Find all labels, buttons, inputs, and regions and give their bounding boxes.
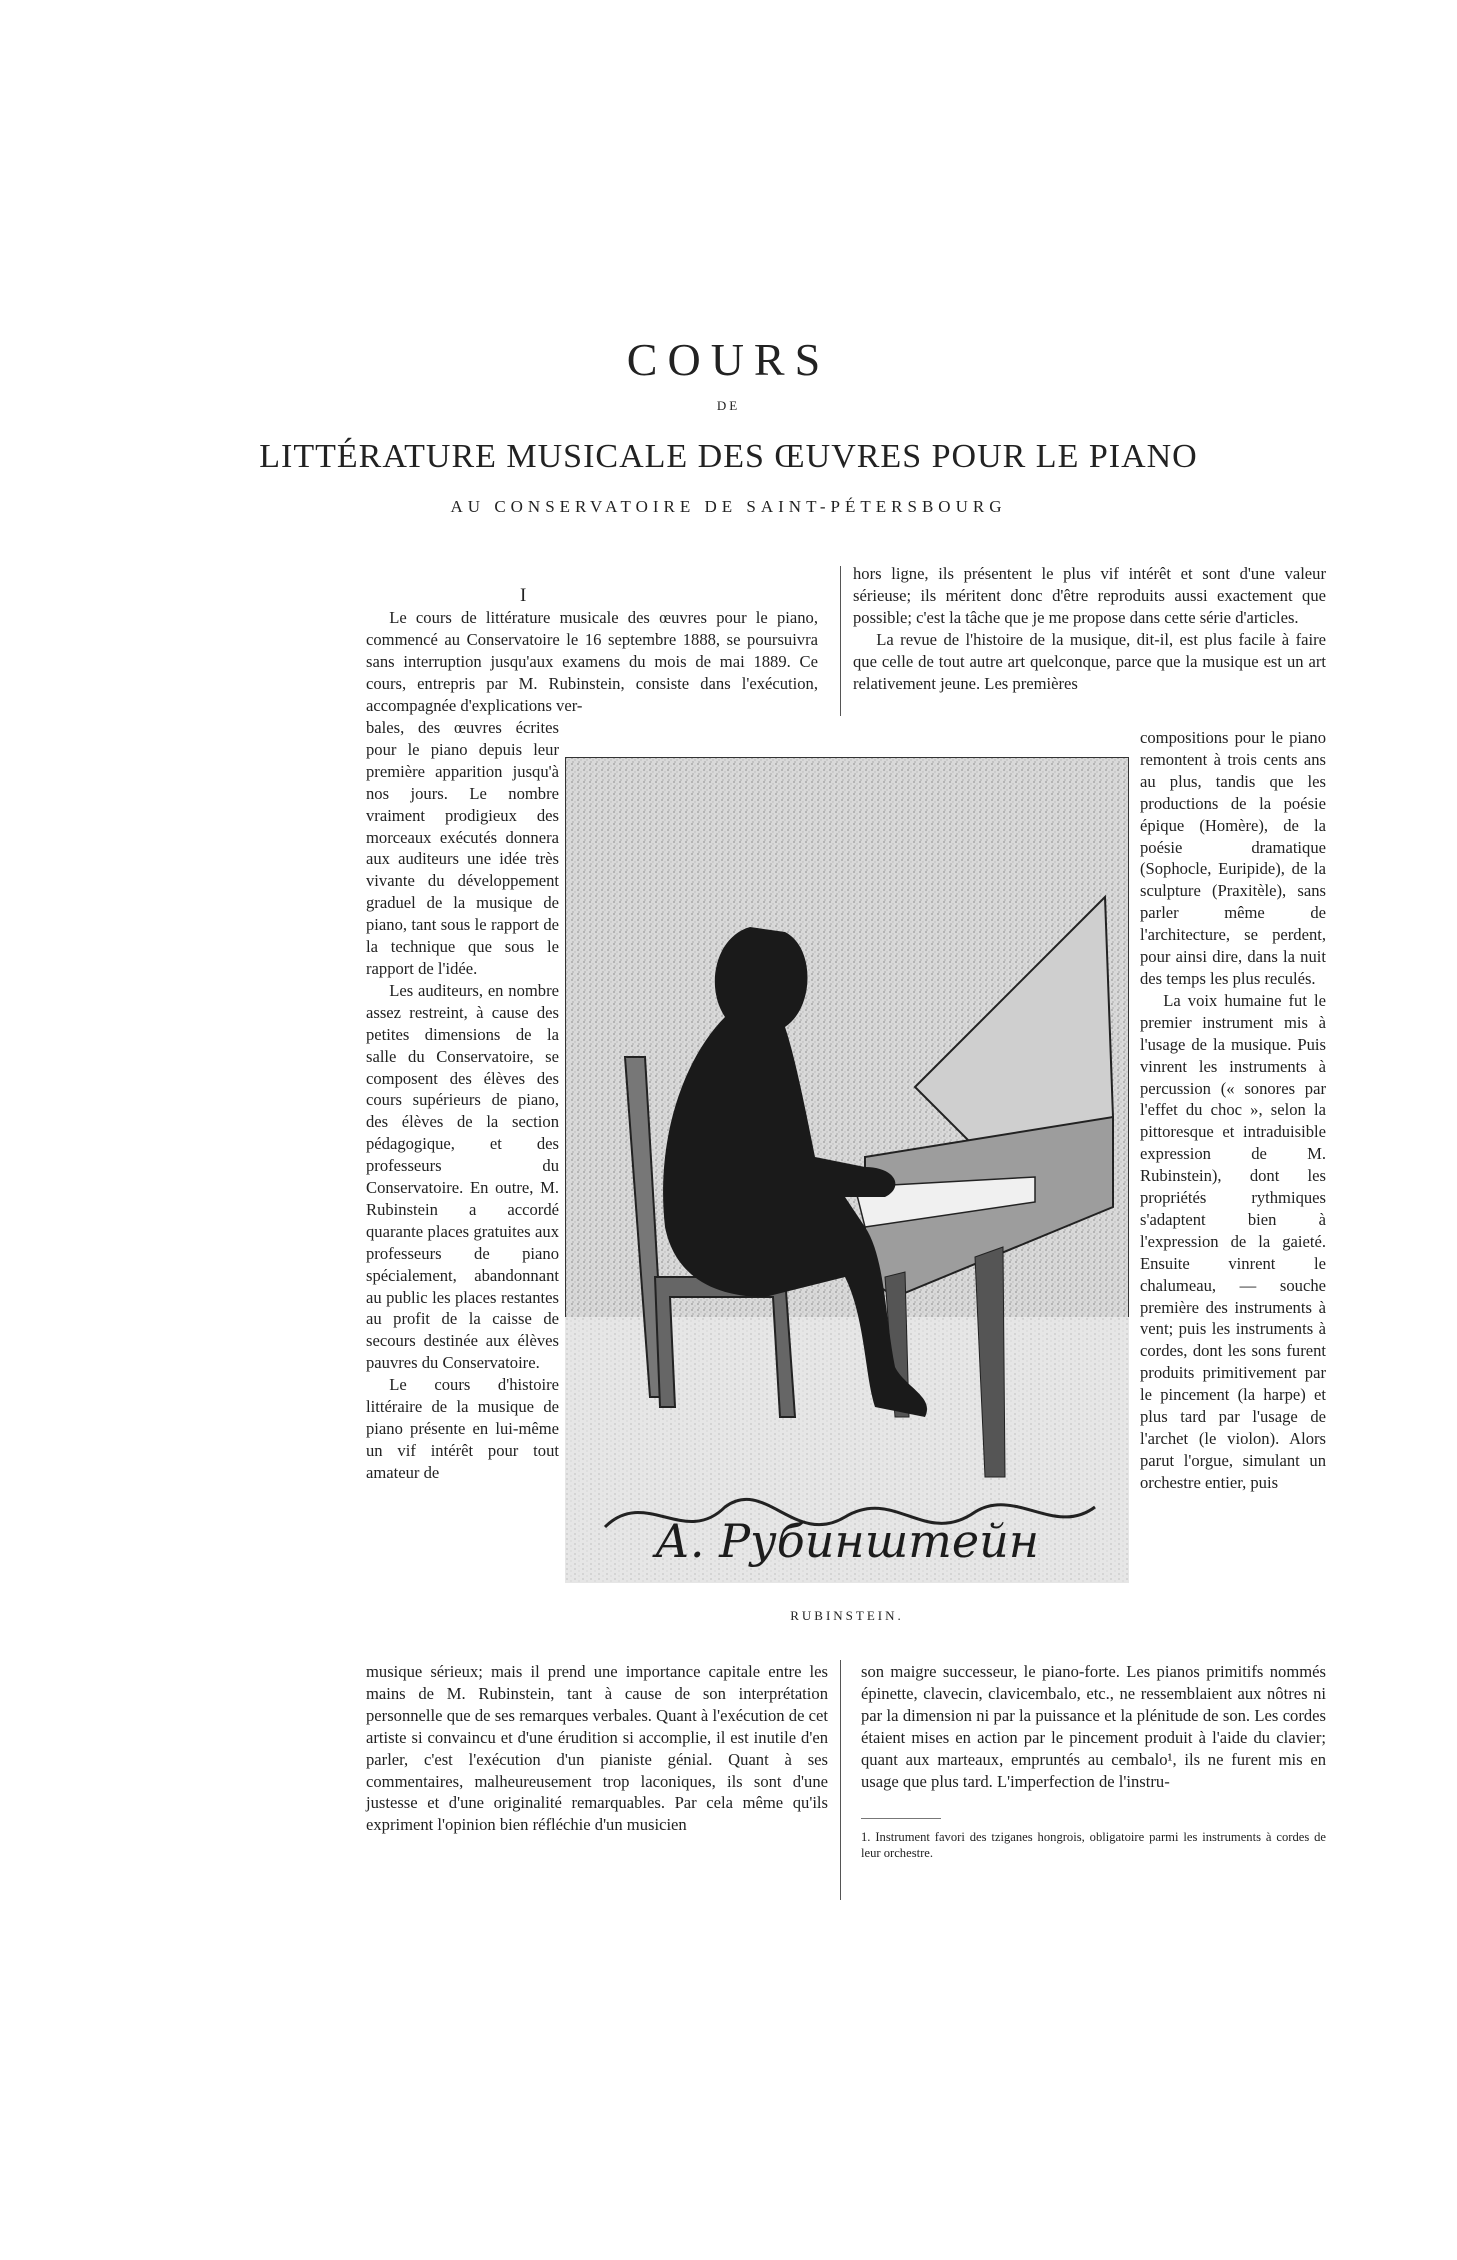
footnote-divider [861,1818,941,1819]
column-divider [840,566,841,716]
right-column-side [1140,727,1326,1494]
page-title: COURS [626,334,831,385]
paragraph: Les auditeurs, en nombre assez restreint, à cause des petites dimensions de la salle du Conservatoire, se composent des élèves des cours supérieurs de piano, des élèves de la section pédagogique, et des professeurs du Conservatoire. En outre, M. Rubinstein a accordé quarante places gratuites aux professeurs de piano spécialement, abandonnant au public les places restantes au profit de la caisse de secours destinée aux élèves pauvres du Conservatoire. [366,980,559,1373]
left-column-side [366,717,559,1484]
paragraph: son maigre successeur, le piano-forte. Les pianos primitifs nommés épinette, clavecin, clavicembalo, etc., ne ressemblaient aux nôtres ni par la dimension ni par la puissance et la plénitude de son. Les cordes étaient mises en action par le pincement produit à l'aide du clavier; quant aux marteaux, empruntés au cembalo¹, ils ne furent mis en usage que plus tard. L'imperfection de l'instru- [861,1662,1326,1791]
rubinstein-portrait-illustration [565,757,1129,1583]
paragraph: compositions pour le piano remontent à trois cents ans au plus, tandis que les productions de la poésie épique (Homère), de la poésie dramatique (Sophocle, Euripide), de la sculpture (Praxitèle), sans parler même de l'architecture, se perdent, pour ainsi dire, dans la nuit des temps les plus reculés. [1140,728,1326,988]
column-divider [840,1660,841,1900]
paragraph: Le cours d'histoire littéraire de la musique de piano présente en lui-même un vif intérêt pour tout amateur de [366,1375,559,1482]
paragraph: musique sérieux; mais il prend une importance capitale entre les mains de M. Rubinstein, tant à cause de son interprétation personnelle que de ses remarques verbales. Quant à l'exécution de cet artiste si convaincu et d'une érudition si accomplie, il est inutile d'en parler, c'est l'exécution d'un pianiste génial. Quant à ses commentaires, malheureusement trop laconiques, ils sont d'une justesse et d'une originalité remarquables. Par cela même qu'ils expriment l'opinion bien réfléchie d'un musicien [366,1662,828,1835]
footnote: 1. Instrument favori des tziganes hongrois, obligatoire parmi les instruments à cordes de leur orchestre. [861,1830,1326,1860]
section-number: I [520,585,527,606]
right-column-top [853,563,1326,694]
paragraph: La voix humaine fut le premier instrument mis à l'usage de la musique. Puis vinrent les instruments à percussion (« sonores par l'effet du choc », selon la pittoresque et intraduisible expression de M. Rubinstein), dont les propriétés rythmiques s'adaptent bien à l'expression de la gaieté. Ensuite vinrent le chalumeau, — souche première des instruments à vent; puis les instruments à cordes, dont les sons furent produits primitivement par le pincement (la harpe) et plus tard par l'usage de l'archet (le violon). Alors parut l'orgue, simulant un orchestre entier, puis [1140,990,1326,1492]
paragraph: bales, des œuvres écrites pour le piano depuis leur première apparition jusqu'à nos jours. Le nombre vraiment prodigieux des morceaux exécutés donnera aux auditeurs une idée très vivante du développement graduel de la musique de piano, tant sous le rapport de la technique que sous le rapport de l'idée. [366,718,559,978]
illustration-caption: RUBINSTEIN. [790,1608,904,1623]
left-column-bottom [366,1661,828,1836]
paragraph: La revue de l'histoire de la musique, dit-il, est plus facile à faire que celle de tout autre art quelconque, parce que la musique est un art relativement jeune. Les premières [853,629,1326,693]
paragraph: hors ligne, ils présentent le plus vif intérêt et sont d'une valeur sérieuse; ils méritent donc d'être reproduits aussi exactement que possible; c'est la tâche que je me propose dans cette série d'articles. [853,564,1326,627]
page-subtitle: LITTÉRATURE MUSICALE DES ŒUVRES POUR LE PIANO [259,438,1198,475]
title-connector: DE [716,398,741,413]
page-place-line: AU CONSERVATOIRE DE SAINT-PÉTERSBOURG [450,497,1007,516]
left-column-top [366,607,818,717]
signature: А. Рубинштейн [655,1514,1040,1568]
right-column-bottom [861,1661,1326,1792]
paragraph: Le cours de littérature musicale des œuvres pour le piano, commencé au Conservatoire le 16 septembre 1888, se poursuivra sans interruption jusqu'aux examens du mois de mai 1889. Ce cours, entrepris par M. Rubinstein, consiste dans l'exécution, accompagnée d'explications ver- [366,608,818,715]
